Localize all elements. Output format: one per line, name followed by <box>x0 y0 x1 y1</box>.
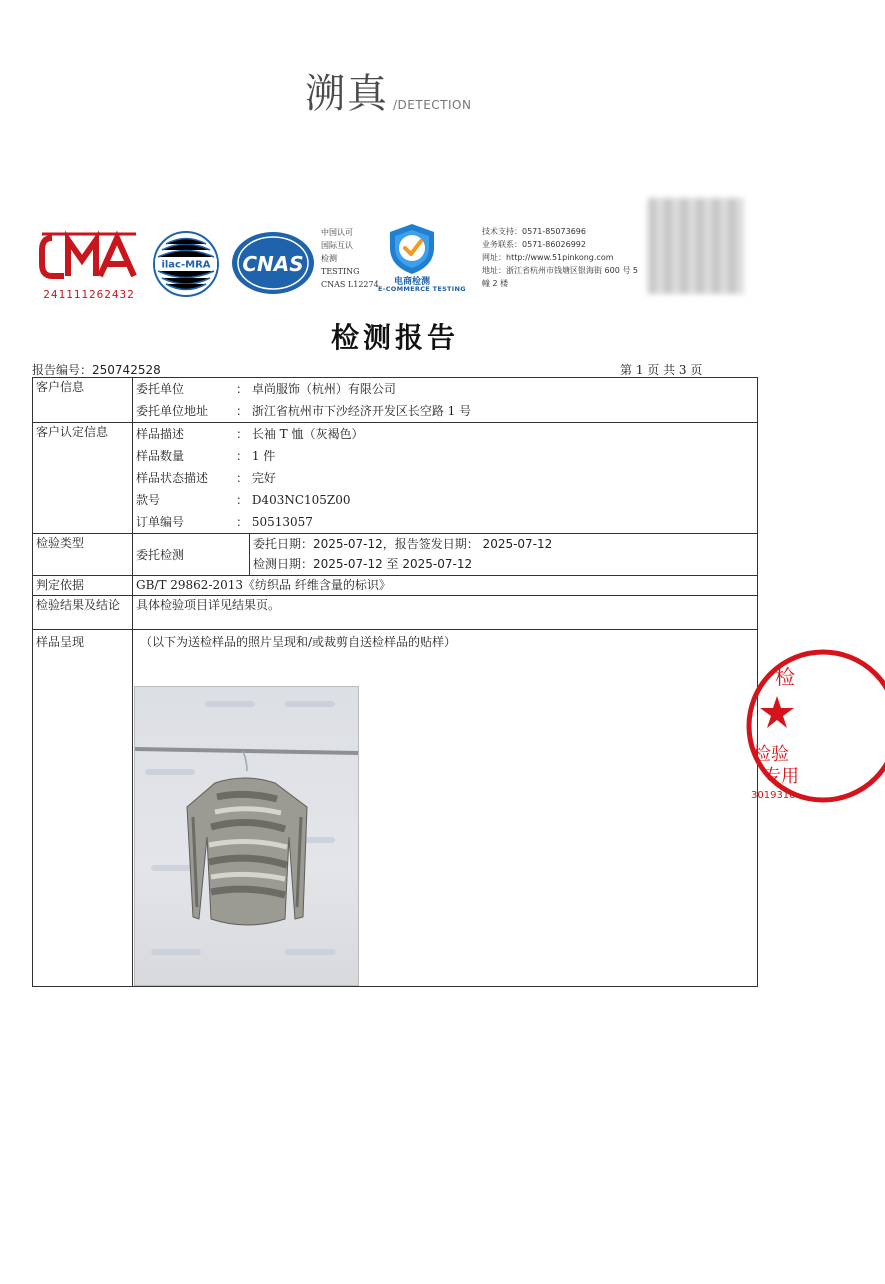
ilac-text: ilac-MRA <box>161 259 211 271</box>
ilac-mra-logo <box>152 230 220 302</box>
sample-label: 订单编号 <box>136 515 185 529</box>
inspection-stamp <box>745 648 885 804</box>
sample-label: 款号 <box>136 493 161 507</box>
cnas-text: CNAS <box>242 252 304 276</box>
cnas-logo <box>230 230 316 300</box>
presentation-section-label: 样品呈现 <box>33 630 133 987</box>
certification-logos <box>38 222 758 302</box>
brand-subtitle: /DETECTION <box>393 98 472 112</box>
ecommerce-testing-shield-icon <box>384 222 440 280</box>
contact-line: 地址：浙江省杭州市钱塘区银海街 600 号 5 <box>482 266 638 275</box>
client-value: ： 卓尚服饰（杭州）有限公司 <box>236 382 396 396</box>
presentation-cell <box>133 630 758 987</box>
contact-line: 网址：http://www.51pinkong.com <box>482 253 614 262</box>
contact-line: 幢 2 楼 <box>482 279 509 288</box>
sample-label: 样品数量 <box>136 449 185 463</box>
presentation-note: （以下为送检样品的照片呈现和/或裁剪自送检样品的贴样） <box>140 635 457 649</box>
client-label: 委托单位地址 <box>136 404 209 418</box>
basis-row <box>33 576 758 596</box>
inspection-row <box>33 534 758 576</box>
contact-line: 业务联系：0571-86026992 <box>482 240 586 249</box>
inspection-type: 委托检测 <box>133 534 250 576</box>
report-title: 检测报告 <box>330 321 459 354</box>
sample-value: ： 完好 <box>236 471 276 485</box>
stamp-code: 3019316 <box>751 790 796 801</box>
commission-dates: 委托日期：2025-07-12，报告签发日期： 2025-07-12 <box>253 537 553 551</box>
stamp-top-text: 检 <box>775 665 795 689</box>
cnas-line: 检测 <box>321 254 337 263</box>
result-section-label: 检验结果及结论 <box>33 596 133 630</box>
contact-info <box>482 225 652 290</box>
sample-label: 样品状态描述 <box>136 471 209 485</box>
report-number-value: 250742528 <box>92 363 161 377</box>
sample-value: ： 50513057 <box>236 515 313 529</box>
cnas-caption <box>321 226 379 291</box>
brand-logo <box>305 70 471 118</box>
inspection-section-label: 检验类型 <box>33 534 133 576</box>
cnas-line: CNAS L12274 <box>321 280 379 289</box>
sample-value: ： 1 件 <box>236 449 276 463</box>
cma-logo <box>38 228 140 301</box>
contact-line: 技术支持：0571-85073696 <box>482 227 586 236</box>
inspection-dates <box>250 534 758 576</box>
cnas-line: 国际互认 <box>321 241 353 250</box>
client-label: 委托单位 <box>136 382 185 396</box>
shield-caption-en: E-COMMERCE TESTING <box>378 285 466 293</box>
sample-photo <box>134 686 359 986</box>
sample-section-label: 客户认定信息 <box>33 423 133 534</box>
result-row <box>33 596 758 630</box>
basis-value: GB/T 29862-2013《纺织品 纤维含量的标识》 <box>133 576 758 596</box>
page-info: 第 1 页 共 3 页 <box>620 363 703 377</box>
shield-caption-cn: 电商检测 <box>394 277 431 287</box>
cma-code: 241111262432 <box>43 288 135 301</box>
sample-label: 样品描述 <box>136 427 185 441</box>
report-number-label: 报告编号： <box>32 363 93 377</box>
qr-code-blurred <box>648 198 744 294</box>
testing-dates: 检测日期：2025-07-12 至 2025-07-12 <box>253 557 473 571</box>
sample-details <box>133 423 758 534</box>
presentation-row <box>33 630 758 987</box>
brand-name: 溯真 <box>305 71 389 117</box>
client-details <box>133 378 758 423</box>
client-value: ： 浙江省杭州市下沙经济开发区长空路 1 号 <box>236 404 472 418</box>
report-number <box>32 361 161 378</box>
stamp-right-text: 专用 <box>763 766 799 787</box>
result-value: 具体检验项目详见结果页。 <box>133 596 758 630</box>
basis-section-label: 判定依据 <box>33 576 133 596</box>
sample-value: ： D403NC105Z00 <box>236 493 351 507</box>
report-table <box>32 377 758 987</box>
cnas-line: TESTING <box>321 267 360 276</box>
stamp-mid-text: 检验 <box>753 744 789 765</box>
cnas-line: 中国认可 <box>321 228 353 237</box>
client-section-label: 客户信息 <box>33 378 133 423</box>
sample-value: ： 长袖 T 恤（灰褐色） <box>236 427 364 441</box>
sample-row <box>33 423 758 534</box>
client-row <box>33 378 758 423</box>
